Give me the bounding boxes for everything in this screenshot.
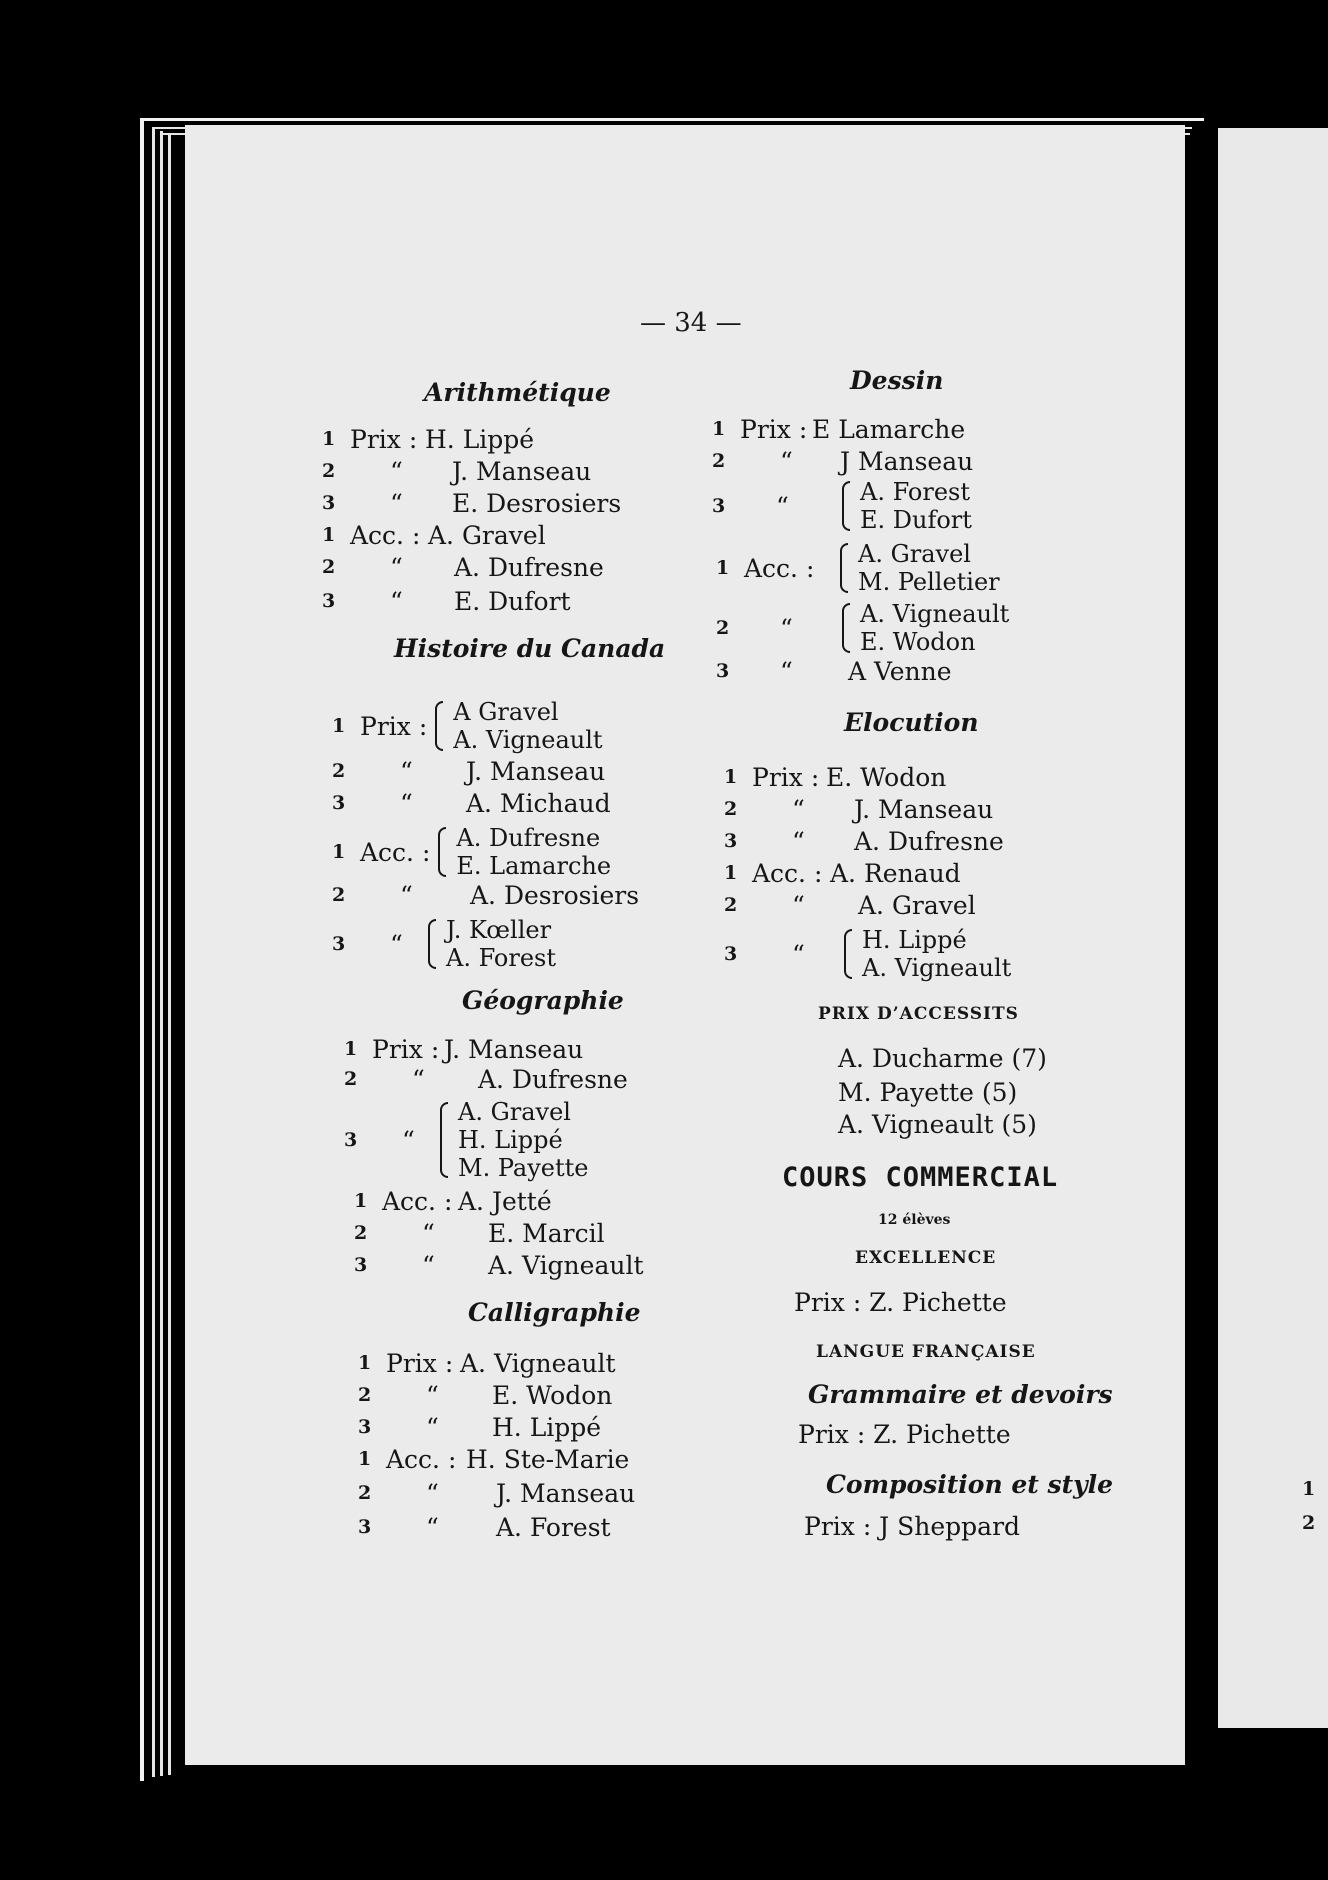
list-item: 2 “ J. Manseau [358,1478,636,1508]
section-title-dessin: Dessin [850,366,944,395]
list-item: 2 “ A. Desrosiers [332,880,640,910]
list-item: 3 “ E. Desrosiers [322,488,622,518]
student-count: 12 élèves [878,1212,951,1228]
section-title-arithmetique: Arithmétique [424,378,611,407]
list-item: 3 “ A. Forest E. Dufort [712,478,972,534]
list-item: 2 “ J. Manseau [724,794,994,824]
list-item: 2 “ E. Wodon [358,1380,613,1410]
list-item: 3 “ H. Lippé [358,1412,602,1442]
list-item: 1 Acc. : H. Ste-Marie [358,1444,630,1474]
section-title-langue-francaise: LANGUE FRANÇAISE [816,1342,1036,1362]
list-item: 2 “ J Manseau [712,446,974,476]
section-title-cours-commercial: COURS COMMERCIAL [782,1162,1059,1193]
list-item: 1 Prix : A Gravel A. Vigneault [332,698,603,754]
list-item: 3 “ A. Vigneault [354,1250,644,1280]
section-title-excellence: EXCELLENCE [855,1248,997,1268]
section-title-histoire: Histoire du Canada [394,634,666,663]
next-page-number-1: 1 [1302,1478,1316,1500]
section-title-grammaire: Grammaire et devoirs [808,1380,1113,1409]
list-item: 3 “ H. Lippé A. Vigneault [724,926,1012,982]
list-item: 1 Prix : E Lamarche [712,414,966,444]
list-item: 2 “ A. Gravel [724,890,976,920]
list-item: 1 Acc. : A. Jetté [354,1186,552,1216]
list-item: 1 Acc. : A. Dufresne E. Lamarche [332,824,612,880]
section-title-geographie: Géographie [462,986,624,1015]
section-title-prix-accessits: PRIX D’ACCESSITS [818,1004,1019,1024]
list-item: 1 Prix : J. Manseau [344,1034,584,1064]
list-item: 3 “ A. Gravel H. Lippé M. Payette [344,1098,589,1182]
list-item: 3 “ A Venne [716,656,952,686]
list-item: M. Payette (5) [838,1078,1018,1107]
list-item: Prix : Z. Pichette [794,1288,1007,1317]
list-item: 1 Acc. : A. Gravel M. Pelletier [716,540,1000,596]
section-title-elocution: Elocution [844,708,979,737]
list-item: 2 “ A. Dufresne [322,552,604,582]
list-item: 1 Acc. : A. Renaud [724,858,961,888]
list-item: 1 Prix : E. Wodon [724,762,947,792]
list-item: 1 Acc. : A. Gravel [322,520,546,550]
list-item: 3 “ A. Michaud [332,788,611,818]
list-item: 3 “ E. Dufort [322,586,571,616]
list-item: Prix : J Sheppard [804,1512,1021,1541]
list-item: A. Vigneault (5) [838,1110,1037,1139]
list-item: 3 “ A. Forest [358,1512,611,1542]
list-item: 3 “ J. Kœller A. Forest [332,916,557,972]
list-item: 2 “ J. Manseau [332,756,606,786]
list-item: A. Ducharme (7) [838,1044,1047,1073]
list-item: 2 “ J. Manseau [322,456,592,486]
section-title-composition: Composition et style [826,1470,1114,1499]
list-item: 2 “ A. Vigneault E. Wodon [716,600,1010,656]
list-item: Prix : Z. Pichette [798,1420,1011,1449]
next-page-number-2: 2 [1302,1512,1316,1534]
list-item: 2 “ E. Marcil [354,1218,605,1248]
list-item: 1 Prix : H. Lippé [322,424,535,454]
list-item: 1 Prix : A. Vigneault [358,1348,616,1378]
page-number: — 34 — [640,308,742,338]
list-item: 3 “ A. Dufresne [724,826,1004,856]
list-item: 2 “ A. Dufresne [344,1064,628,1094]
section-title-calligraphie: Calligraphie [468,1298,641,1327]
